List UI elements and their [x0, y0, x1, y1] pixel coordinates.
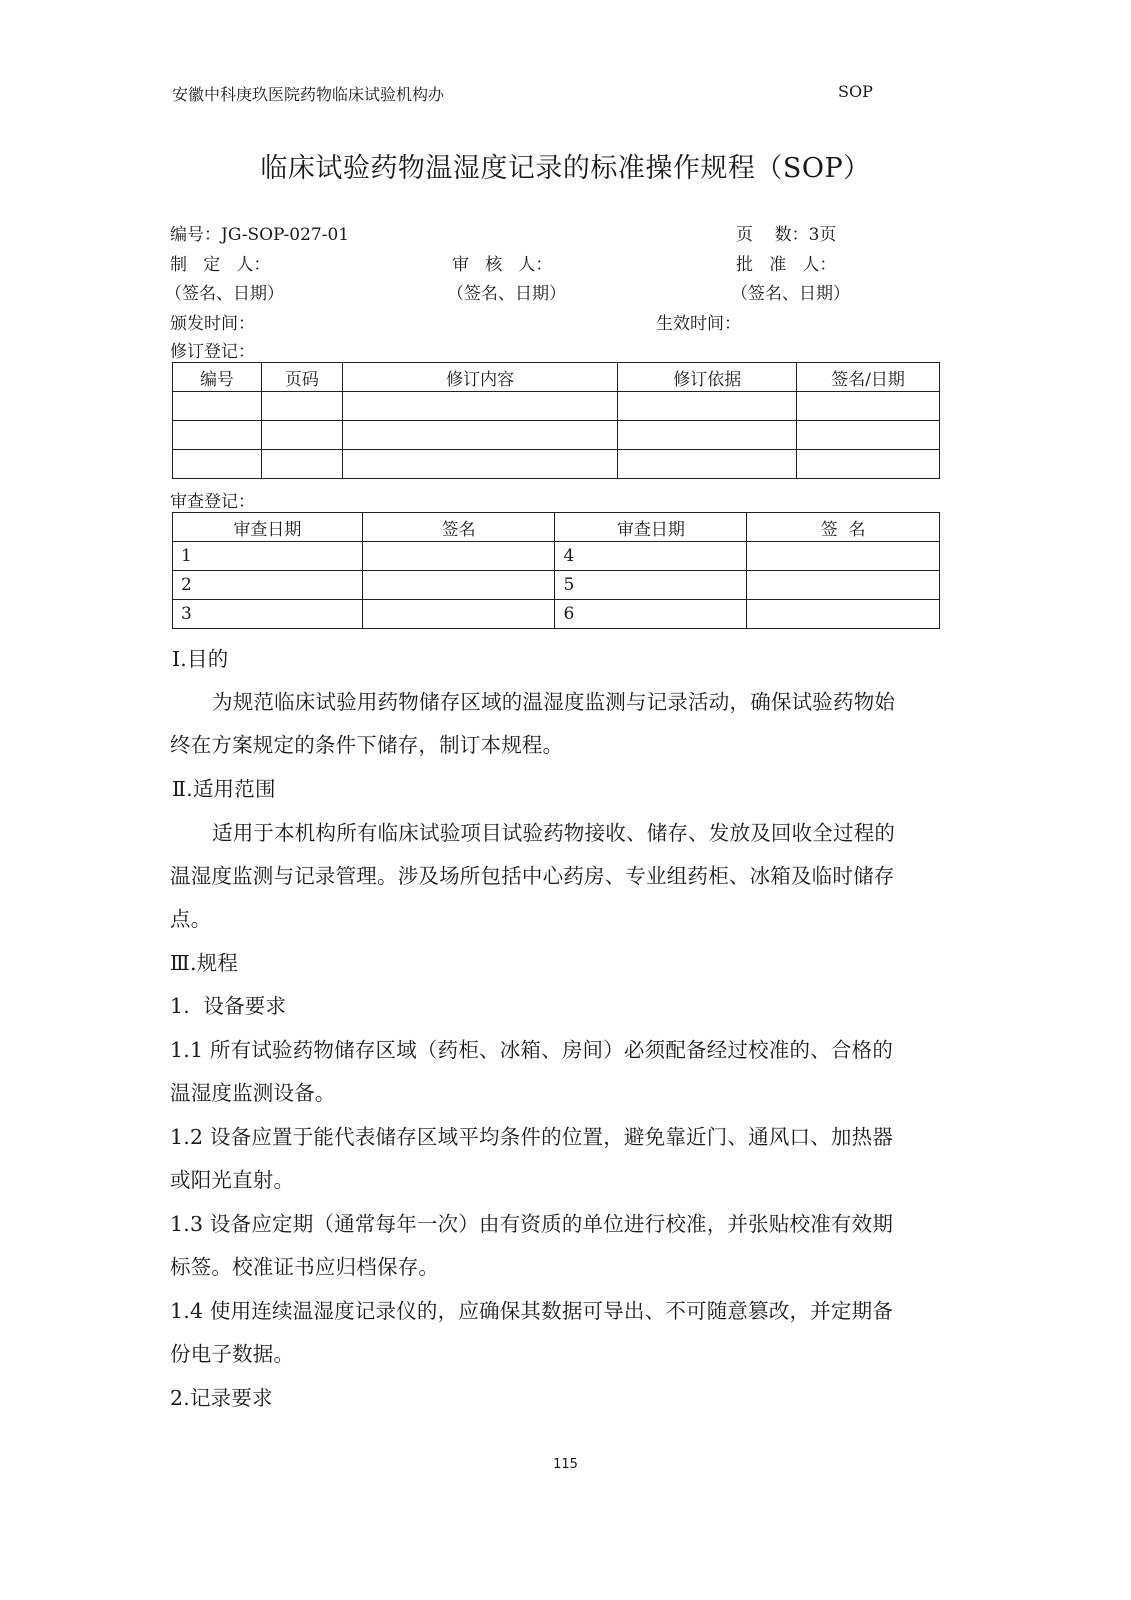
col-header-signature: 签名 [362, 513, 555, 542]
section-3-heading: Ⅲ.规程 [170, 951, 239, 975]
table-row [173, 600, 940, 629]
page-number: 115 [553, 1457, 578, 1472]
table-cell [747, 600, 940, 629]
author-label: 制 定 人： [170, 255, 271, 275]
section-2-heading: Ⅱ.适用范围 [172, 777, 276, 801]
subsection-2-heading: 2.记录要求 [170, 1386, 273, 1410]
table-row [173, 392, 940, 421]
table-row [173, 542, 940, 571]
page-count: 页 数：3页 [736, 225, 837, 245]
col-header-number: 编号 [173, 363, 262, 392]
table-cell [362, 600, 555, 629]
col-header-signature-2: 签 名 [747, 513, 940, 542]
table-cell [342, 450, 618, 479]
col-header-sign-date: 签名/日期 [797, 363, 940, 392]
document-title: 临床试验药物温湿度记录的标准操作规程（SOP） [260, 153, 871, 184]
clause-1-4-line: 1.4 使用连续温湿度记录仪的，应确保其数据可导出、不可随意篡改，并定期备 [170, 1299, 894, 1323]
revision-table [172, 362, 940, 479]
table-cell [261, 421, 342, 450]
author-sign-note: （签名、日期） [165, 284, 284, 304]
section-1-text-line: 为规范临床试验用药物储存区域的温湿度监测与记录活动，确保试验药物始 [212, 690, 896, 714]
effective-date-label: 生效时间： [656, 314, 741, 334]
table-row [173, 450, 940, 479]
subsection-1-heading: 1. 设备要求 [170, 994, 287, 1018]
table-cell: 3 [173, 600, 363, 629]
clause-1-4-line: 份电子数据。 [170, 1342, 295, 1366]
table-cell [173, 392, 262, 421]
table-cell [261, 450, 342, 479]
table-cell [747, 571, 940, 600]
review-table-header [173, 513, 940, 542]
reviewer-label: 审 核 人： [452, 255, 553, 275]
table-cell: 5 [555, 571, 747, 600]
table-cell [362, 571, 555, 600]
col-header-basis: 修订依据 [618, 363, 797, 392]
clause-1-3-line: 1.3 设备应定期（通常每年一次）由有资质的单位进行校准，并张贴校准有效期 [170, 1212, 894, 1236]
clause-1-2-line: 或阳光直射。 [170, 1168, 295, 1192]
table-cell: 6 [555, 600, 747, 629]
table-cell [261, 392, 342, 421]
col-header-page: 页码 [261, 363, 342, 392]
section-2-text-line: 适用于本机构所有临床试验项目试验药物接收、储存、发放及回收全过程的 [212, 821, 896, 845]
table-cell [362, 542, 555, 571]
table-cell [618, 421, 797, 450]
revision-table-header [173, 363, 940, 392]
col-header-review-date-2: 审查日期 [555, 513, 747, 542]
section-2-text-line: 点。 [170, 907, 212, 931]
approver-sign-note: （签名、日期） [731, 284, 850, 304]
table-cell [797, 450, 940, 479]
header-institution: 安徽中科庚玖医院药物临床试验机构办 [172, 85, 445, 104]
table-cell [797, 392, 940, 421]
review-log-label: 审查登记： [170, 492, 255, 512]
table-cell [342, 421, 618, 450]
review-table [172, 512, 940, 629]
issue-date-label: 颁发时间： [170, 314, 255, 334]
table-cell [618, 392, 797, 421]
clause-1-3-line: 标签。校准证书应归档保存。 [170, 1255, 440, 1279]
header-doc-type: SOP [838, 82, 873, 101]
clause-1-1-line: 1.1 所有试验药物储存区域（药柜、冰箱、房间）必须配备经过校准的、合格的 [170, 1038, 894, 1062]
table-row [173, 421, 940, 450]
table-cell: 2 [173, 571, 363, 600]
col-header-review-date: 审查日期 [173, 513, 363, 542]
table-row [173, 571, 940, 600]
section-1-text-line: 终在方案规定的条件下储存，制订本规程。 [170, 733, 564, 757]
clause-1-1-line: 温湿度监测设备。 [170, 1081, 336, 1105]
table-cell [618, 450, 797, 479]
table-cell: 4 [555, 542, 747, 571]
revision-log-label: 修订登记： [170, 342, 255, 362]
section-2-text-line: 温湿度监测与记录管理。涉及场所包括中心药房、专业组药柜、冰箱及临时储存 [170, 864, 895, 888]
section-1-heading: Ⅰ.目的 [172, 647, 229, 671]
doc-number: 编号：JG-SOP-027-01 [170, 225, 350, 245]
table-cell [173, 450, 262, 479]
col-header-content: 修订内容 [342, 363, 618, 392]
clause-1-2-line: 1.2 设备应置于能代表储存区域平均条件的位置，避免靠近门、通风口、加热器 [170, 1125, 894, 1149]
table-cell [747, 542, 940, 571]
approver-label: 批 准 人： [736, 255, 837, 275]
reviewer-sign-note: （签名、日期） [447, 284, 566, 304]
table-cell [173, 421, 262, 450]
table-cell [797, 421, 940, 450]
table-cell [342, 392, 618, 421]
table-cell: 1 [173, 542, 363, 571]
